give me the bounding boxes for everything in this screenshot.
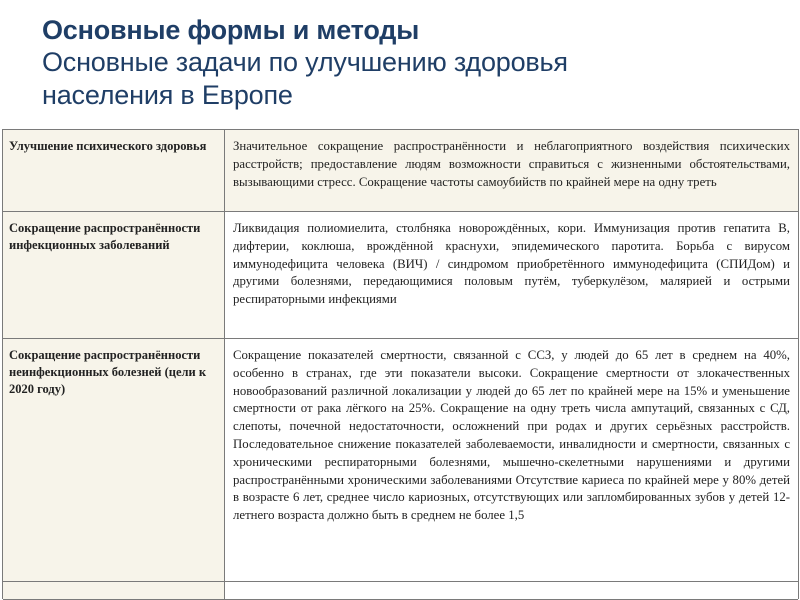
table-row	[3, 130, 798, 212]
title-subtitle-line2: населения в Европе	[42, 80, 293, 110]
row-description: Ликвидация полиомиелита, столбняка новорождённых, кори. Иммунизация против гепатита В, дифтерии, коклюша, врождённой краснухи, эпидемического паротита. Борьба с вирусом иммунодефицита человека (ВИЧ) / синдромом приобретённого иммунодефицита (СПИДом) и другими болезнями, передающимися половым путём, туберкулёзом, малярией и острыми респираторными инфекциями	[225, 212, 798, 338]
row-topic: Сокращение распространённости инфекционных заболеваний	[3, 212, 225, 338]
table-row	[3, 212, 798, 339]
row-topic: Сокращение распространённости неинфекционных болезней (цели к 2020 году)	[3, 339, 225, 581]
row-description: Значительное сокращение распространённости и неблагоприятного воздействия психических расстройств; предоставление людям возможности справиться с жизненными обстоятельствами, вызывающими стресс. Сокращение частоты самоубийств по крайней мере на одну треть	[225, 130, 798, 211]
health-tasks-table	[2, 129, 799, 599]
row-description-empty	[225, 582, 798, 599]
title-subtitle-line1: Основные задачи по улучшению здоровья	[42, 47, 568, 77]
row-topic-empty	[3, 582, 225, 599]
table-row	[3, 339, 798, 582]
title-main: Основные формы и методы	[42, 15, 420, 45]
table-row-empty	[3, 582, 798, 600]
row-topic: Улучшение психического здоровья	[3, 130, 225, 211]
slide-title	[42, 14, 782, 112]
row-description: Сокращение показателей смертности, связанной с ССЗ, у людей до 65 лет в среднем на 40%, особенно в странах, где эти показатели высоки. Сокращение смертности от злокачественных новообразований различной локализации у людей до 65 лет по крайней мере на 15% и уменьшение смертности от рака лёгкого на 25%. Сокращение на одну треть числа ампутаций, связанных с СД, слепоты, почечной недостаточности, осложнений при родах и других серьёзных расстройств. Последовательное снижение показателей заболеваемости, инвалидности и смертности, связанных с хроническими респираторными болезнями, мышечно-скелетными нарушениями и другими распространёнными хроническими заболеваниями Отсутствие кариеса по крайней мере у 80% детей в возрасте 6 лет, среднее число кариозных, отсутствующих или запломбированных зубов у детей 12-летнего возраста должно быть в среднем не более 1,5	[225, 339, 798, 581]
